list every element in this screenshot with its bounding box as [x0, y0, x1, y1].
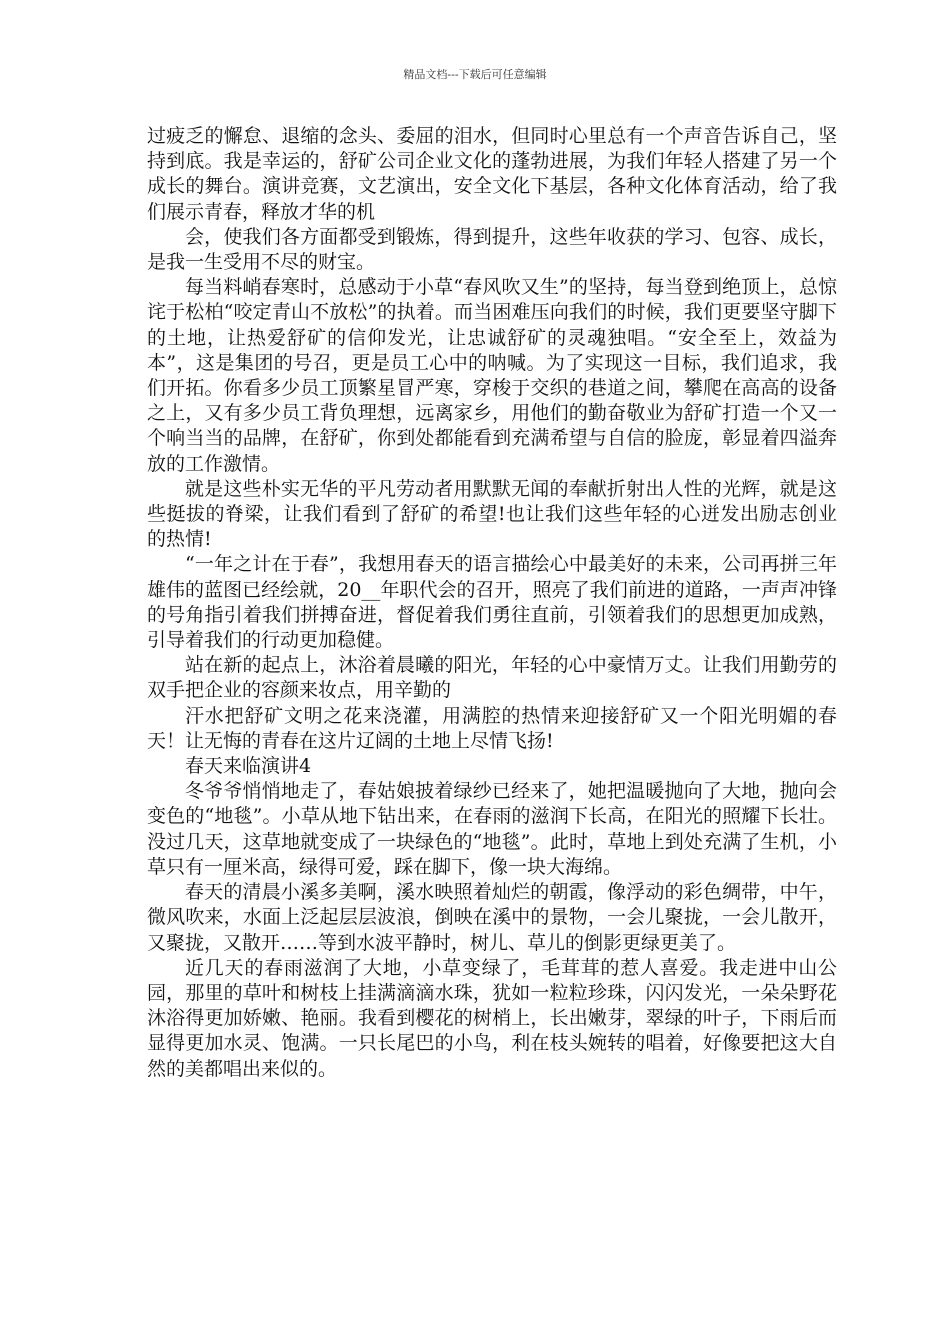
- paragraph: 春天的清晨小溪多美啊，溪水映照着灿烂的朝霞，像浮动的彩色绸带，中午，微风吹来，水面上泛起层层波浪，倒映在溪中的景物，一会儿聚拢，一会儿散开，又聚拢，又散开……等到水波平静时，树儿、草儿的倒影更绿更美了。: [147, 881, 837, 954]
- section-heading: 春天来临演讲4: [185, 755, 312, 778]
- paragraph: 会，使我们各方面都受到锻炼，得到提升，这些年收获的学习、包容、成长，是我一生受用不尽的财宝。: [147, 225, 837, 274]
- paragraph: “一年之计在于春”，我想用春天的语言描绘心中最美好的未来，公司再拼三年雄伟的蓝图已经绘就，20__年职代会的召开，照亮了我们前进的道路，一声声冲锋的号角指引着我们拼搏奋进，督促着我们勇往直前，引领着我们的思想更加成熟，引导着我们的行动更加稳健。: [147, 553, 837, 652]
- paragraph: 汗水把舒矿文明之花来浇灌，用满腔的热情来迎接舒矿又一个阳光明媚的春天！让无悔的青春在这片辽阔的土地上尽情飞扬!: [147, 704, 837, 752]
- paragraph: 就是这些朴实无华的平凡劳动者用默默无闻的奉献折射出人性的光辉，就是这些挺拔的脊梁，让我们看到了舒矿的希望!也让我们这些年轻的心迸发出励志创业的热情!: [147, 477, 837, 551]
- paragraph: 每当料峭春寒时，总感动于小草“春风吹又生”的坚持，每当登到绝顶上，总惊诧于松柏“咬定青山不放松”的执着。而当困难压向我们的时候，我们更要坚守脚下的土地，让热爱舒矿的信仰发光，让忠诚舒矿的灵魂独唱。“安全至上，效益为本”，这是集团的号召，更是员工心中的呐喊。为了实现这一目标，我们追求，我们开拓。你看多少员工顶繁星冒严寒，穿梭于交织的巷道之间，攀爬在高高的设备之上，又有多少员工背负理想，远离家乡，用他们的勤奋敬业为舒矿打造一个又一个响当当的品牌，在舒矿，你到处都能看到充满希望与自信的脸庞，彰显着四溢奔放的工作激情。: [147, 276, 837, 475]
- paragraph: 站在新的起点上，沐浴着晨曦的阳光，年轻的心中豪情万丈。让我们用勤劳的双手把企业的容颜来妆点，用辛勤的: [147, 654, 837, 702]
- paragraph: 冬爷爷悄悄地走了，春姑娘披着绿纱已经来了，她把温暖抛向了大地，抛向会变色的“地毯”。小草从地下钻出来，在春雨的滋润下长高，在阳光的照耀下长壮。没过几天，这草地就变成了一块绿色的“地毯”。此时，草地上到处充满了生机，小草只有一厘米高，绿得可爱，踩在脚下，像一块大海绵。: [147, 780, 837, 878]
- paragraph: 过疲乏的懈怠、退缩的念头、委屈的泪水，但同时心里总有一个声音告诉自己，坚持到底。我是幸运的，舒矿公司企业文化的蓬勃进展，为我们年轻人搭建了另一个成长的舞台。演讲竞赛，文艺演出，安全文化下基层，各种文化体育活动，给了我们展示青春，释放才华的机: [147, 125, 837, 223]
- paragraph: 近几天的春雨滋润了大地，小草变绿了，毛茸茸的惹人喜爱。我走进中山公园，那里的草叶和树枝上挂满滴滴水珠，犹如一粒粒珍珠，闪闪发光，一朵朵野花沐浴得更加娇嫩、艳丽。我看到樱花的树梢上，长出嫩芽，翠绿的叶子，下雨后而显得更加水灵、饱满。一只长尾巴的小鸟，利在枝头婉转的唱着，好像要把这大自然的美都唱出来似的。: [147, 956, 837, 1080]
- page-header: 精品文档---下载后可任意编辑: [403, 68, 547, 81]
- document-body: [147, 124, 837, 1082]
